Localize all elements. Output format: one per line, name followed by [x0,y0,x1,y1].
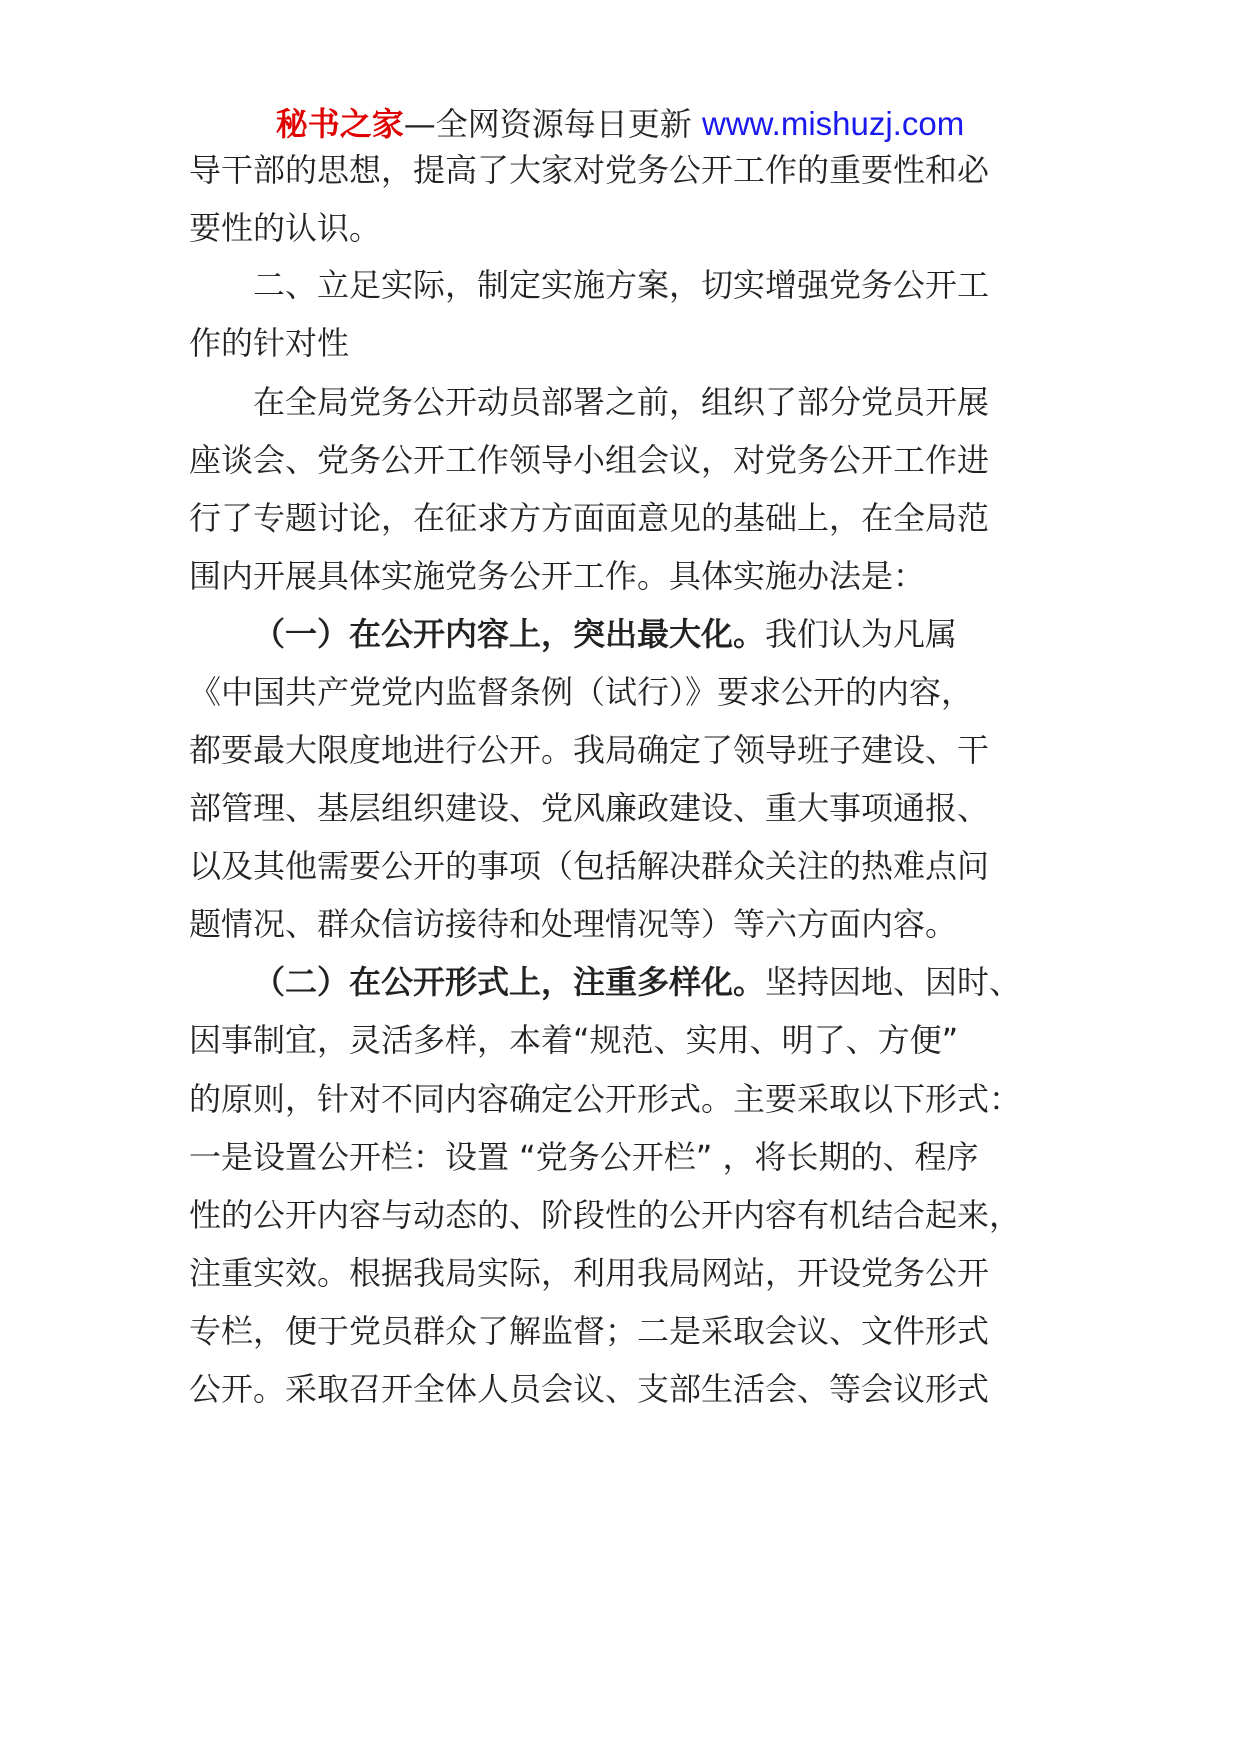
text-line: 都要最大限度地进行公开。我局确定了领导班子建设、干 [189,731,990,769]
text-line: 在全局党务公开动员部署之前，组织了部分党员开展 [253,383,990,421]
subsection-heading: （一）在公开内容上，突出最大化。 [253,615,766,653]
text-line: 部管理、基层组织建设、党风廉政建设、重大事项通报、 [189,789,990,827]
text-line: 围内开展具体实施党务公开工作。具体实施办法是： [189,557,926,595]
section-heading: 二、立足实际，制定实施方案，切实增强党务公开工 [253,266,990,304]
text-line: 一是设置公开栏：设置 “党务公开栏” ，将长期的、程序 [189,1138,979,1176]
site-header [0,102,1240,146]
site-url-link[interactable]: www.mishuzj.com [701,105,965,142]
text-line: 以及其他需要公开的事项（包括解决群众关注的热难点问 [189,847,990,885]
text-line: 《中国共产党党内监督条例（试行）》要求公开的内容， [189,673,974,711]
text-line: 性的公开内容与动态的、阶段性的公开内容有机结合起来， [189,1196,1022,1234]
subsection-heading: （二）在公开形式上，注重多样化。 [253,963,766,1001]
text-line: 公开。采取召开全体人员会议、支部生活会、等会议形式 [189,1370,990,1408]
brand-name: 秘书之家 [275,105,404,143]
text-line: 的原则，针对不同内容确定公开形式。主要采取以下形式： [189,1080,1022,1118]
text-line: 要性的认识。 [189,209,382,247]
text-line: 导干部的思想，提高了大家对党务公开工作的重要性和必 [189,151,990,189]
text-line: 题情况、群众信访接待和处理情况等）等六方面内容。 [189,905,958,943]
text-line: 座谈会、党务公开工作领导小组会议，对党务公开工作进 [189,441,990,479]
text-line: 专栏，便于党员群众了解监督；二是采取会议、文件形式 [189,1312,990,1350]
text-line: 因事制宜，灵活多样，本着“规范、实用、明了、方便” [189,1021,959,1059]
text-line: （二）在公开形式上，注重多样化。坚持因地、因时、 [253,963,1022,1001]
section-heading: 作的针对性 [189,324,350,362]
text-line: （一）在公开内容上，突出最大化。我们认为凡属 [253,615,958,653]
text-line: 行了专题讨论，在征求方方面面意见的基础上，在全局范 [189,499,990,537]
header-slogan: —全网资源每日更新 [403,105,702,143]
text-line: 注重实效。根据我局实际，利用我局网站，开设党务公开 [189,1254,990,1292]
